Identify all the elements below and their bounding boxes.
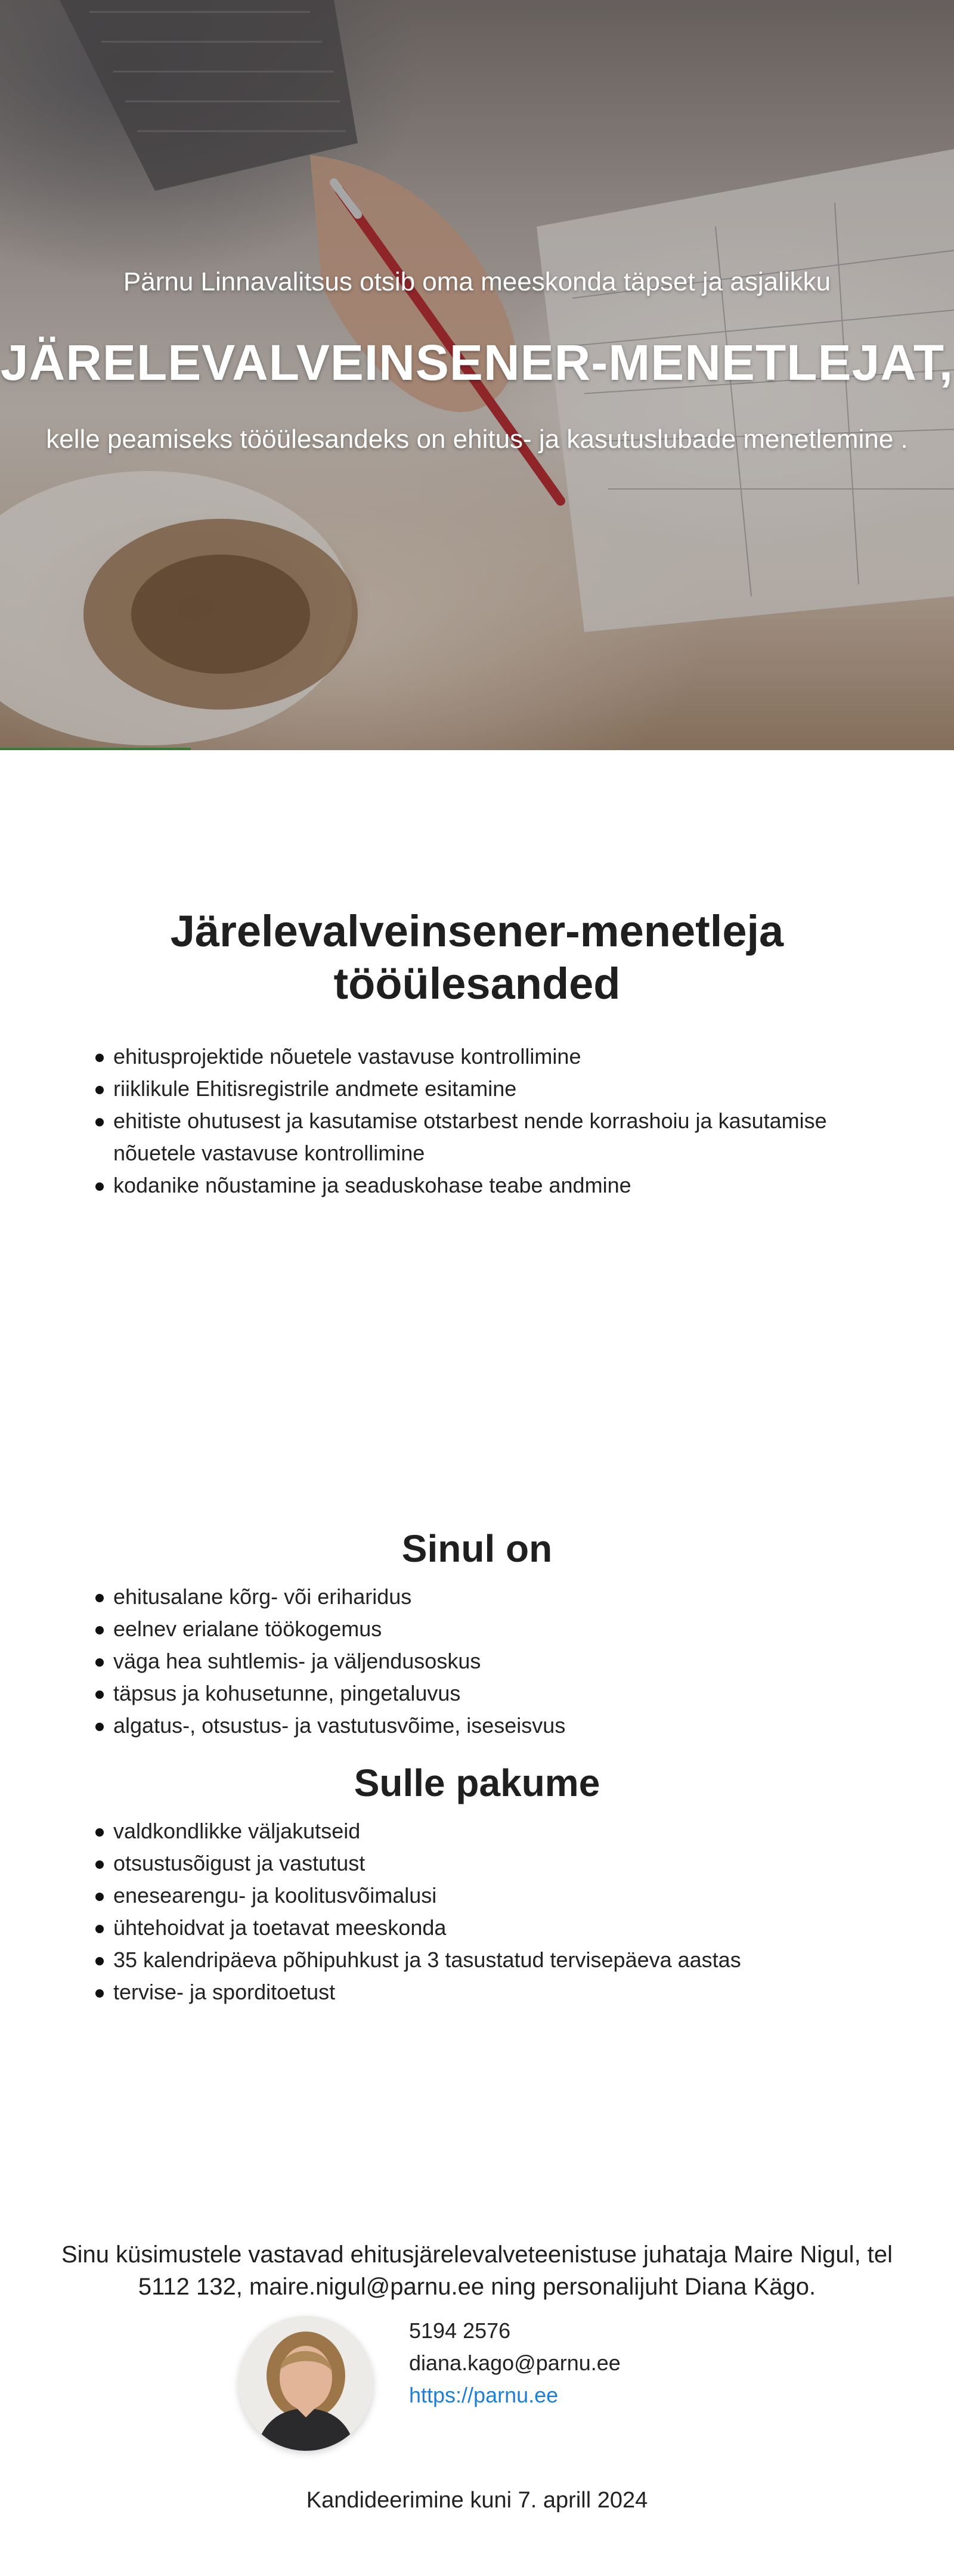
offer-heading: Sulle pakume bbox=[354, 1761, 600, 1804]
list-item: enesearengu- ja koolitusvõimalusi bbox=[94, 1880, 869, 1912]
contact-email: diana.kago@parnu.ee bbox=[409, 2351, 621, 2375]
hero-kicker: Pärnu Linnavalitsus otsib oma meeskonda täpset ja asjalikku bbox=[123, 267, 831, 296]
person-photo-icon bbox=[238, 2316, 373, 2451]
duties-heading: Järelevalveinsener-menetleja tööülesanded bbox=[170, 906, 784, 1008]
requirements-heading: Sinul on bbox=[401, 1527, 553, 1570]
hero-subtitle: kelle peamiseks tööülesandeks on ehitus- ja kasutuslubade menetlemine . bbox=[46, 425, 908, 454]
list-item: algatus-, otsustus- ja vastutusvõime, iseseisvus bbox=[94, 1710, 869, 1742]
list-item: valdkondlikke väljakutseid bbox=[94, 1815, 869, 1847]
job-title: JÄRELEVALVEINSENER-MENETLEJAT, bbox=[0, 335, 954, 391]
list-item: ühtehoidvat ja toetavat meeskonda bbox=[94, 1912, 869, 1944]
contact-info: Sinu küsimustele vastavad ehitusjärelevalveteenistuse juhataja Maire Nigul, tel 5112 132, maire.nigul@parnu.ee ning personalijuht Diana Kägo. bbox=[61, 2241, 893, 2300]
list-item: tervise- ja sporditoetust bbox=[94, 1976, 869, 2008]
list-item: riiklikule Ehitisregistrile andmete esitamine bbox=[94, 1073, 869, 1105]
hero-banner bbox=[0, 0, 954, 750]
list-item: eelnev erialane töökogemus bbox=[94, 1613, 869, 1645]
list-item: täpsus ja kohusetunne, pingetaluvus bbox=[94, 1677, 869, 1710]
list-item: otsustusõigust ja vastutust bbox=[94, 1847, 869, 1880]
duties-list bbox=[94, 1041, 869, 1202]
application-deadline: Kandideerimine kuni 7. aprill 2024 bbox=[306, 2488, 648, 2513]
list-item: kodanike nõustamine ja seaduskohase teabe andmine bbox=[94, 1169, 869, 1202]
contact-phone: 5194 2576 bbox=[409, 2318, 511, 2343]
contact-details bbox=[409, 2315, 621, 2411]
list-item: ehitiste ohutusest ja kasutamise otstarbest nende korrashoiu ja kasutamise nõuetele vastavuse kontrollimine bbox=[94, 1105, 869, 1169]
list-item: ehitusalane kõrg- või eriharidus bbox=[94, 1581, 869, 1613]
hero-divider bbox=[0, 748, 191, 750]
list-item: väga hea suhtlemis- ja väljendusoskus bbox=[94, 1645, 869, 1677]
list-item: ehitusprojektide nõuetele vastavuse kontrollimine bbox=[94, 1041, 869, 1073]
contact-avatar bbox=[238, 2316, 373, 2451]
offer-list bbox=[94, 1815, 869, 2008]
list-item: 35 kalendripäeva põhipuhkust ja 3 tasustatud tervisepäeva aastas bbox=[94, 1944, 869, 1976]
requirements-list bbox=[94, 1581, 869, 1742]
website-link[interactable]: https://parnu.ee bbox=[409, 2383, 559, 2407]
